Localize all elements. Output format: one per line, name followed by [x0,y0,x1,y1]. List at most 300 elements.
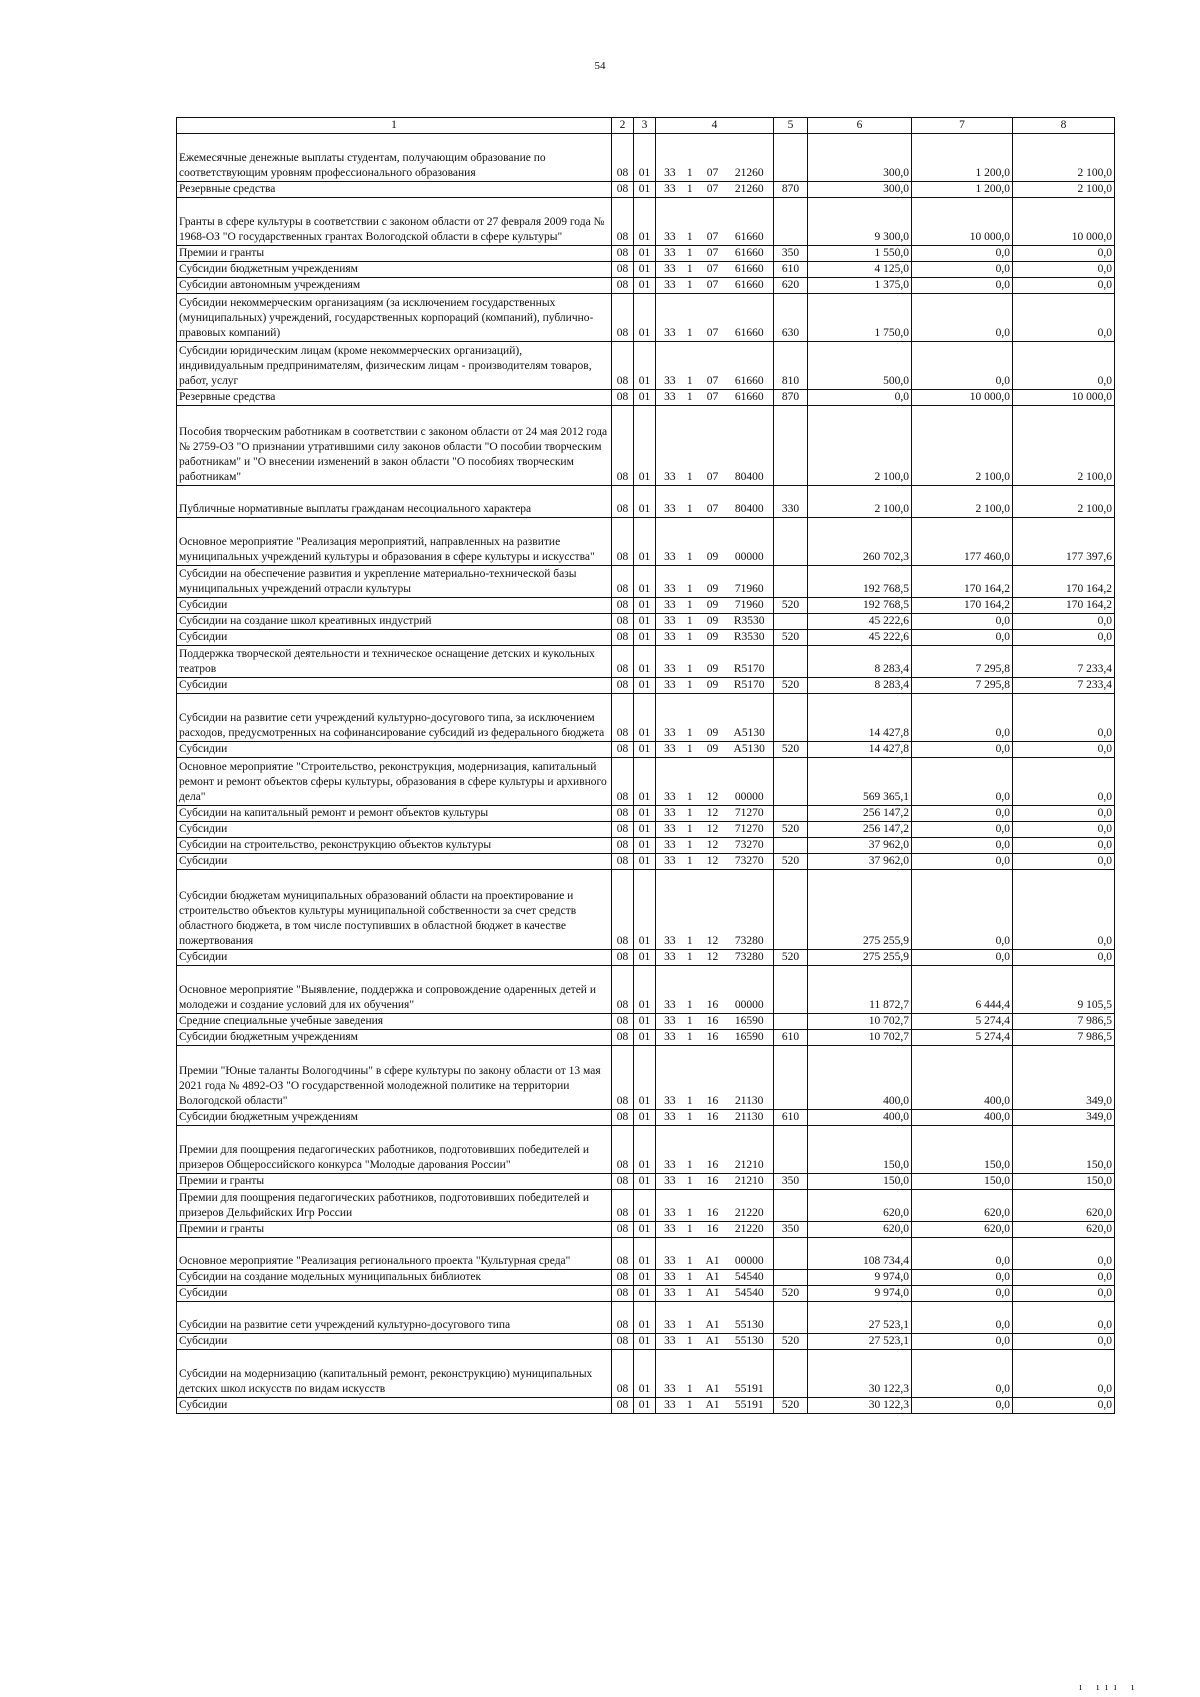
row-target-code [656,694,774,742]
row-amount-col7: 150,0 [912,1174,1013,1190]
target-code-part: 33 [664,1255,676,1267]
target-code-part: 09 [706,679,719,691]
target-code-part: 33 [664,679,676,691]
row-target-code [656,518,774,566]
target-code-part: 09 [706,583,719,595]
row-name: Поддержка творческой деятельности и техническое оснащение детских и кукольных театров [177,646,612,678]
table-row [177,1238,1115,1270]
row-amount-col8: 0,0 [1013,1302,1115,1334]
target-code-part: 33 [664,183,676,195]
row-amount-col8: 0,0 [1013,838,1115,854]
row-target-code [656,342,774,390]
target-code-parts [658,374,771,389]
target-code-part: R3530 [733,631,765,643]
row-amount-col7: 170 164,2 [912,598,1013,614]
row-subsection-code: 01 [634,694,656,742]
row-name: Субсидии на модернизацию (капитальный ремонт, реконструкцию) муниципальных детских школ искусств по видам искусств [177,1350,612,1398]
row-subsection-code: 01 [634,822,656,838]
row-amount-col7: 0,0 [912,262,1013,278]
row-section-code: 08 [612,758,634,806]
row-amount-col7: 0,0 [912,950,1013,966]
row-section-code: 08 [612,1030,634,1046]
row-amount-col7: 0,0 [912,838,1013,854]
row-amount-col8: 0,0 [1013,630,1115,646]
target-code-part: 61660 [734,263,764,275]
row-subsection-code: 01 [634,854,656,870]
target-code-part: 1 [686,503,693,515]
table-row [177,134,1115,182]
scan-marks: ı ııı ı [1079,1682,1140,1693]
row-expense-type [774,758,808,806]
row-target-code [656,1350,774,1398]
row-target-code [656,854,774,870]
table-row [177,1334,1115,1350]
row-amount-col6: 14 427,8 [808,694,912,742]
row-subsection-code: 01 [634,870,656,950]
row-expense-type: 520 [774,950,808,966]
row-expense-type: 610 [774,262,808,278]
row-amount-col6: 14 427,8 [808,742,912,758]
target-code-part: 1 [686,1223,693,1235]
row-subsection-code: 01 [634,182,656,198]
target-code-part: 33 [664,951,676,963]
row-expense-type: 610 [774,1030,808,1046]
row-name: Премии и гранты [177,1222,612,1238]
row-amount-col7: 7 295,8 [912,678,1013,694]
row-target-code [656,566,774,598]
row-name: Субсидии бюджетным учреждениям [177,1030,612,1046]
row-section-code: 08 [612,1014,634,1030]
row-name: Резервные средства [177,182,612,198]
row-section-code: 08 [612,518,634,566]
table-row [177,342,1115,390]
row-amount-col8: 0,0 [1013,342,1115,390]
row-section-code: 08 [612,278,634,294]
target-code-part: 00000 [734,1255,764,1267]
target-code-part: 09 [706,551,719,563]
row-amount-col8: 0,0 [1013,806,1115,822]
row-amount-col7: 0,0 [912,822,1013,838]
row-amount-col6: 45 222,6 [808,614,912,630]
row-section-code: 08 [612,614,634,630]
target-code-part: 1 [686,855,693,867]
row-amount-col6: 10 702,7 [808,1030,912,1046]
row-amount-col8: 170 164,2 [1013,598,1115,614]
target-code-part: 07 [706,327,719,339]
target-code-part: 33 [664,503,676,515]
row-amount-col6: 2 100,0 [808,486,912,518]
target-code-part: 1 [686,935,693,947]
row-target-code [656,1222,774,1238]
target-code-part: 1 [686,599,693,611]
target-code-part: 73270 [734,855,764,867]
target-code-part: 61660 [734,391,764,403]
row-target-code [656,950,774,966]
row-section-code: 08 [612,870,634,950]
row-target-code [656,294,774,342]
target-code-part: 1 [686,679,693,691]
target-code-part: R3530 [733,615,765,627]
row-name: Субсидии бюджетным учреждениям [177,262,612,278]
target-code-part: 33 [664,807,676,819]
row-target-code [656,1174,774,1190]
target-code-parts [658,1334,771,1349]
row-expense-type [774,1270,808,1286]
row-target-code [656,1302,774,1334]
target-code-part: 33 [664,1095,676,1107]
target-code-part: 21220 [734,1223,764,1235]
table-row [177,822,1115,838]
page-number: 54 [594,60,606,72]
row-target-code [656,1110,774,1126]
row-expense-type [774,406,808,486]
target-code-parts [658,662,771,677]
row-section-code: 08 [612,1270,634,1286]
row-subsection-code: 01 [634,1046,656,1110]
row-amount-col6: 192 768,5 [808,598,912,614]
row-amount-col7: 5 274,4 [912,1014,1013,1030]
row-amount-col6: 9 974,0 [808,1286,912,1302]
target-code-parts [658,1398,771,1413]
row-target-code [656,678,774,694]
row-amount-col7: 177 460,0 [912,518,1013,566]
row-amount-col8: 2 100,0 [1013,406,1115,486]
row-amount-col7: 0,0 [912,758,1013,806]
table-row [177,566,1115,598]
table-row [177,262,1115,278]
row-amount-col8: 0,0 [1013,870,1115,950]
target-code-part: 73280 [734,951,764,963]
row-subsection-code: 01 [634,630,656,646]
target-code-part: 16 [706,1031,719,1043]
row-expense-type: 620 [774,278,808,294]
target-code-part: 33 [664,391,676,403]
row-amount-col7: 170 164,2 [912,566,1013,598]
row-target-code [656,758,774,806]
row-expense-type [774,1014,808,1030]
row-section-code: 08 [612,678,634,694]
row-target-code [656,742,774,758]
header-col-4: 4 [656,118,774,134]
row-amount-col7: 0,0 [912,278,1013,294]
target-code-parts [658,1014,771,1029]
target-code-part: 1 [686,807,693,819]
target-code-part: 09 [706,663,719,675]
row-name: Субсидии на обеспечение развития и укрепление материально-технической базы муниципальных учреждений отрасли культуры [177,566,612,598]
row-amount-col8: 0,0 [1013,1270,1115,1286]
row-subsection-code: 01 [634,1190,656,1222]
row-subsection-code: 01 [634,1030,656,1046]
row-amount-col8: 9 105,5 [1013,966,1115,1014]
row-target-code [656,966,774,1014]
row-section-code: 08 [612,1286,634,1302]
target-code-part: 09 [706,727,719,739]
row-target-code [656,646,774,678]
row-amount-col8: 7 986,5 [1013,1030,1115,1046]
row-name: Субсидии на развитие сети учреждений культурно-досугового типа [177,1302,612,1334]
row-name: Субсидии [177,1334,612,1350]
target-code-part: A1 [705,1399,720,1411]
row-section-code: 08 [612,1126,634,1174]
row-expense-type: 330 [774,486,808,518]
table-row [177,1110,1115,1126]
row-amount-col6: 0,0 [808,390,912,406]
row-name: Основное мероприятие "Реализация мероприятий, направленных на развитие муниципальных учреждений культуры и образования в сфере культуры и искусства" [177,518,612,566]
row-subsection-code: 01 [634,1110,656,1126]
row-name: Публичные нормативные выплаты гражданам несоциального характера [177,486,612,518]
row-expense-type [774,134,808,182]
table-row [177,806,1115,822]
row-name: Субсидии [177,822,612,838]
table-row [177,1126,1115,1174]
row-amount-col8: 2 100,0 [1013,134,1115,182]
target-code-parts [658,1286,771,1301]
target-code-part: 12 [706,791,719,803]
table-row [177,518,1115,566]
row-amount-col7: 0,0 [912,1302,1013,1334]
row-expense-type: 610 [774,1110,808,1126]
row-section-code: 08 [612,1302,634,1334]
row-target-code [656,614,774,630]
row-name: Субсидии [177,950,612,966]
target-code-part: 33 [664,823,676,835]
budget-table [176,117,1115,1414]
row-name: Основное мероприятие "Выявление, поддержка и сопровождение одаренных детей и молодежи и создание условий для их обучения" [177,966,612,1014]
target-code-parts [658,1382,771,1397]
row-amount-col8: 0,0 [1013,950,1115,966]
target-code-part: R5170 [733,679,765,691]
target-code-part: 07 [706,167,719,179]
row-target-code [656,134,774,182]
target-code-parts [658,1158,771,1173]
row-subsection-code: 01 [634,1126,656,1174]
target-code-part: 33 [664,1271,676,1283]
row-amount-col6: 1 375,0 [808,278,912,294]
target-code-part: 07 [706,471,719,483]
row-amount-col7: 0,0 [912,294,1013,342]
row-amount-col7: 0,0 [912,1350,1013,1398]
row-amount-col8: 620,0 [1013,1222,1115,1238]
row-section-code: 08 [612,1174,634,1190]
row-expense-type [774,614,808,630]
table-row [177,246,1115,262]
table-row [177,1270,1115,1286]
row-amount-col6: 9 300,0 [808,198,912,246]
row-amount-col8: 7 986,5 [1013,1014,1115,1030]
target-code-parts [658,934,771,949]
row-amount-col6: 30 122,3 [808,1350,912,1398]
row-name: Пособия творческим работникам в соответствии с законом области от 24 мая 2012 года № 2759-ОЗ "О признании утратившими силу законов области "О пособии творческим работникам" и "О внесении изменений в закон области "О пособиях творческим работникам" [177,406,612,486]
table-row [177,742,1115,758]
target-code-parts [658,790,771,805]
row-name: Субсидии некоммерческим организациям (за исключением государственных (муниципальных) учреждений, государственных корпораций (компаний), публично-правовых компаний) [177,294,612,342]
target-code-part: 33 [664,727,676,739]
row-amount-col8: 0,0 [1013,822,1115,838]
row-amount-col8: 0,0 [1013,614,1115,630]
target-code-part: 71960 [734,599,764,611]
row-section-code: 08 [612,1046,634,1110]
row-section-code: 08 [612,1238,634,1270]
target-code-part: 12 [706,839,719,851]
target-code-parts [658,838,771,853]
row-section-code: 08 [612,630,634,646]
target-code-part: 21260 [734,167,764,179]
target-code-parts [658,598,771,613]
target-code-part: 61660 [734,279,764,291]
target-code-part: 16 [706,1015,719,1027]
row-amount-col8: 0,0 [1013,246,1115,262]
table-row [177,198,1115,246]
row-amount-col8: 7 233,4 [1013,678,1115,694]
row-subsection-code: 01 [634,134,656,182]
table-row [177,1190,1115,1222]
row-section-code: 08 [612,966,634,1014]
target-code-part: 33 [664,327,676,339]
header-col-7: 7 [912,118,1013,134]
row-subsection-code: 01 [634,838,656,854]
row-amount-col8: 0,0 [1013,742,1115,758]
row-expense-type: 810 [774,342,808,390]
target-code-part: 1 [686,951,693,963]
row-expense-type: 350 [774,1174,808,1190]
target-code-part: 1 [686,615,693,627]
row-name: Субсидии бюджетным учреждениям [177,1110,612,1126]
row-section-code: 08 [612,1334,634,1350]
table-row [177,694,1115,742]
row-expense-type [774,1190,808,1222]
target-code-part: 1 [686,743,693,755]
row-subsection-code: 01 [634,742,656,758]
row-subsection-code: 01 [634,1014,656,1030]
target-code-parts [658,502,771,517]
row-amount-col8: 150,0 [1013,1126,1115,1174]
target-code-parts [658,854,771,869]
row-name: Субсидии [177,1398,612,1414]
row-amount-col6: 300,0 [808,182,912,198]
row-expense-type: 520 [774,1334,808,1350]
target-code-part: 1 [686,1287,693,1299]
target-code-part: 16 [706,1207,719,1219]
target-code-parts [658,1030,771,1045]
target-code-part: 33 [664,743,676,755]
target-code-part: 1 [686,279,693,291]
target-code-part: 16 [706,1223,719,1235]
row-name: Средние специальные учебные заведения [177,1014,612,1030]
target-code-parts [658,1094,771,1109]
row-amount-col6: 27 523,1 [808,1334,912,1350]
row-subsection-code: 01 [634,646,656,678]
target-code-parts [658,822,771,837]
row-expense-type [774,1126,808,1174]
target-code-part: 07 [706,183,719,195]
row-subsection-code: 01 [634,1350,656,1398]
row-amount-col6: 500,0 [808,342,912,390]
row-subsection-code: 01 [634,1238,656,1270]
target-code-part: 1 [686,231,693,243]
target-code-part: 33 [664,1399,676,1411]
row-name: Субсидии [177,678,612,694]
row-expense-type [774,198,808,246]
target-code-parts [658,582,771,597]
row-section-code: 08 [612,598,634,614]
target-code-part: 1 [686,1031,693,1043]
row-amount-col7: 0,0 [912,1334,1013,1350]
target-code-part: 80400 [734,503,764,515]
row-name: Субсидии автономным учреждениям [177,278,612,294]
row-amount-col7: 0,0 [912,1286,1013,1302]
table-row [177,486,1115,518]
row-target-code [656,278,774,294]
target-code-part: 1 [686,391,693,403]
row-amount-col6: 8 283,4 [808,646,912,678]
target-code-part: 1 [686,823,693,835]
target-code-part: 07 [706,247,719,259]
row-subsection-code: 01 [634,278,656,294]
row-section-code: 08 [612,342,634,390]
row-amount-col8: 0,0 [1013,854,1115,870]
row-amount-col7: 0,0 [912,342,1013,390]
row-target-code [656,1334,774,1350]
target-code-part: 33 [664,599,676,611]
row-target-code [656,1238,774,1270]
row-amount-col6: 400,0 [808,1110,912,1126]
row-subsection-code: 01 [634,678,656,694]
table-row [177,406,1115,486]
row-target-code [656,1190,774,1222]
row-subsection-code: 01 [634,1286,656,1302]
row-name: Ежемесячные денежные выплаты студентам, получающим образование по соответствующим уровням профессионального образования [177,134,612,182]
row-target-code [656,1030,774,1046]
row-section-code: 08 [612,390,634,406]
row-amount-col7: 2 100,0 [912,406,1013,486]
row-section-code: 08 [612,198,634,246]
target-code-part: 54540 [734,1287,764,1299]
row-amount-col6: 45 222,6 [808,630,912,646]
row-amount-col7: 1 200,0 [912,134,1013,182]
row-amount-col6: 620,0 [808,1190,912,1222]
row-amount-col6: 256 147,2 [808,822,912,838]
target-code-part: 33 [664,471,676,483]
row-amount-col6: 300,0 [808,134,912,182]
row-amount-col6: 30 122,3 [808,1398,912,1414]
target-code-part: 33 [664,1015,676,1027]
target-code-part: 1 [686,263,693,275]
header-col-3: 3 [634,118,656,134]
row-subsection-code: 01 [634,1174,656,1190]
row-amount-col6: 9 974,0 [808,1270,912,1286]
row-name: Субсидии на капитальный ремонт и ремонт объектов культуры [177,806,612,822]
row-name: Премии для поощрения педагогических работников, подготовивших победителей и призеров Дельфийских Игр России [177,1190,612,1222]
row-amount-col8: 620,0 [1013,1190,1115,1222]
row-amount-col6: 11 872,7 [808,966,912,1014]
target-code-part: 80400 [734,471,764,483]
target-code-part: 33 [664,935,676,947]
row-amount-col8: 0,0 [1013,1350,1115,1398]
row-amount-col6: 256 147,2 [808,806,912,822]
row-amount-col6: 108 734,4 [808,1238,912,1270]
row-amount-col7: 10 000,0 [912,198,1013,246]
target-code-part: 1 [686,471,693,483]
row-name: Субсидии [177,854,612,870]
target-code-part: 1 [686,1095,693,1107]
row-target-code [656,1126,774,1174]
row-expense-type [774,518,808,566]
row-amount-col7: 0,0 [912,806,1013,822]
target-code-part: 61660 [734,327,764,339]
row-name: Основное мероприятие "Строительство, реконструкция, модернизация, капитальный ремонт и ремонт объектов сферы культуры, образования в сфере культуры и архивного дела" [177,758,612,806]
table-row [177,1286,1115,1302]
target-code-parts [658,230,771,245]
